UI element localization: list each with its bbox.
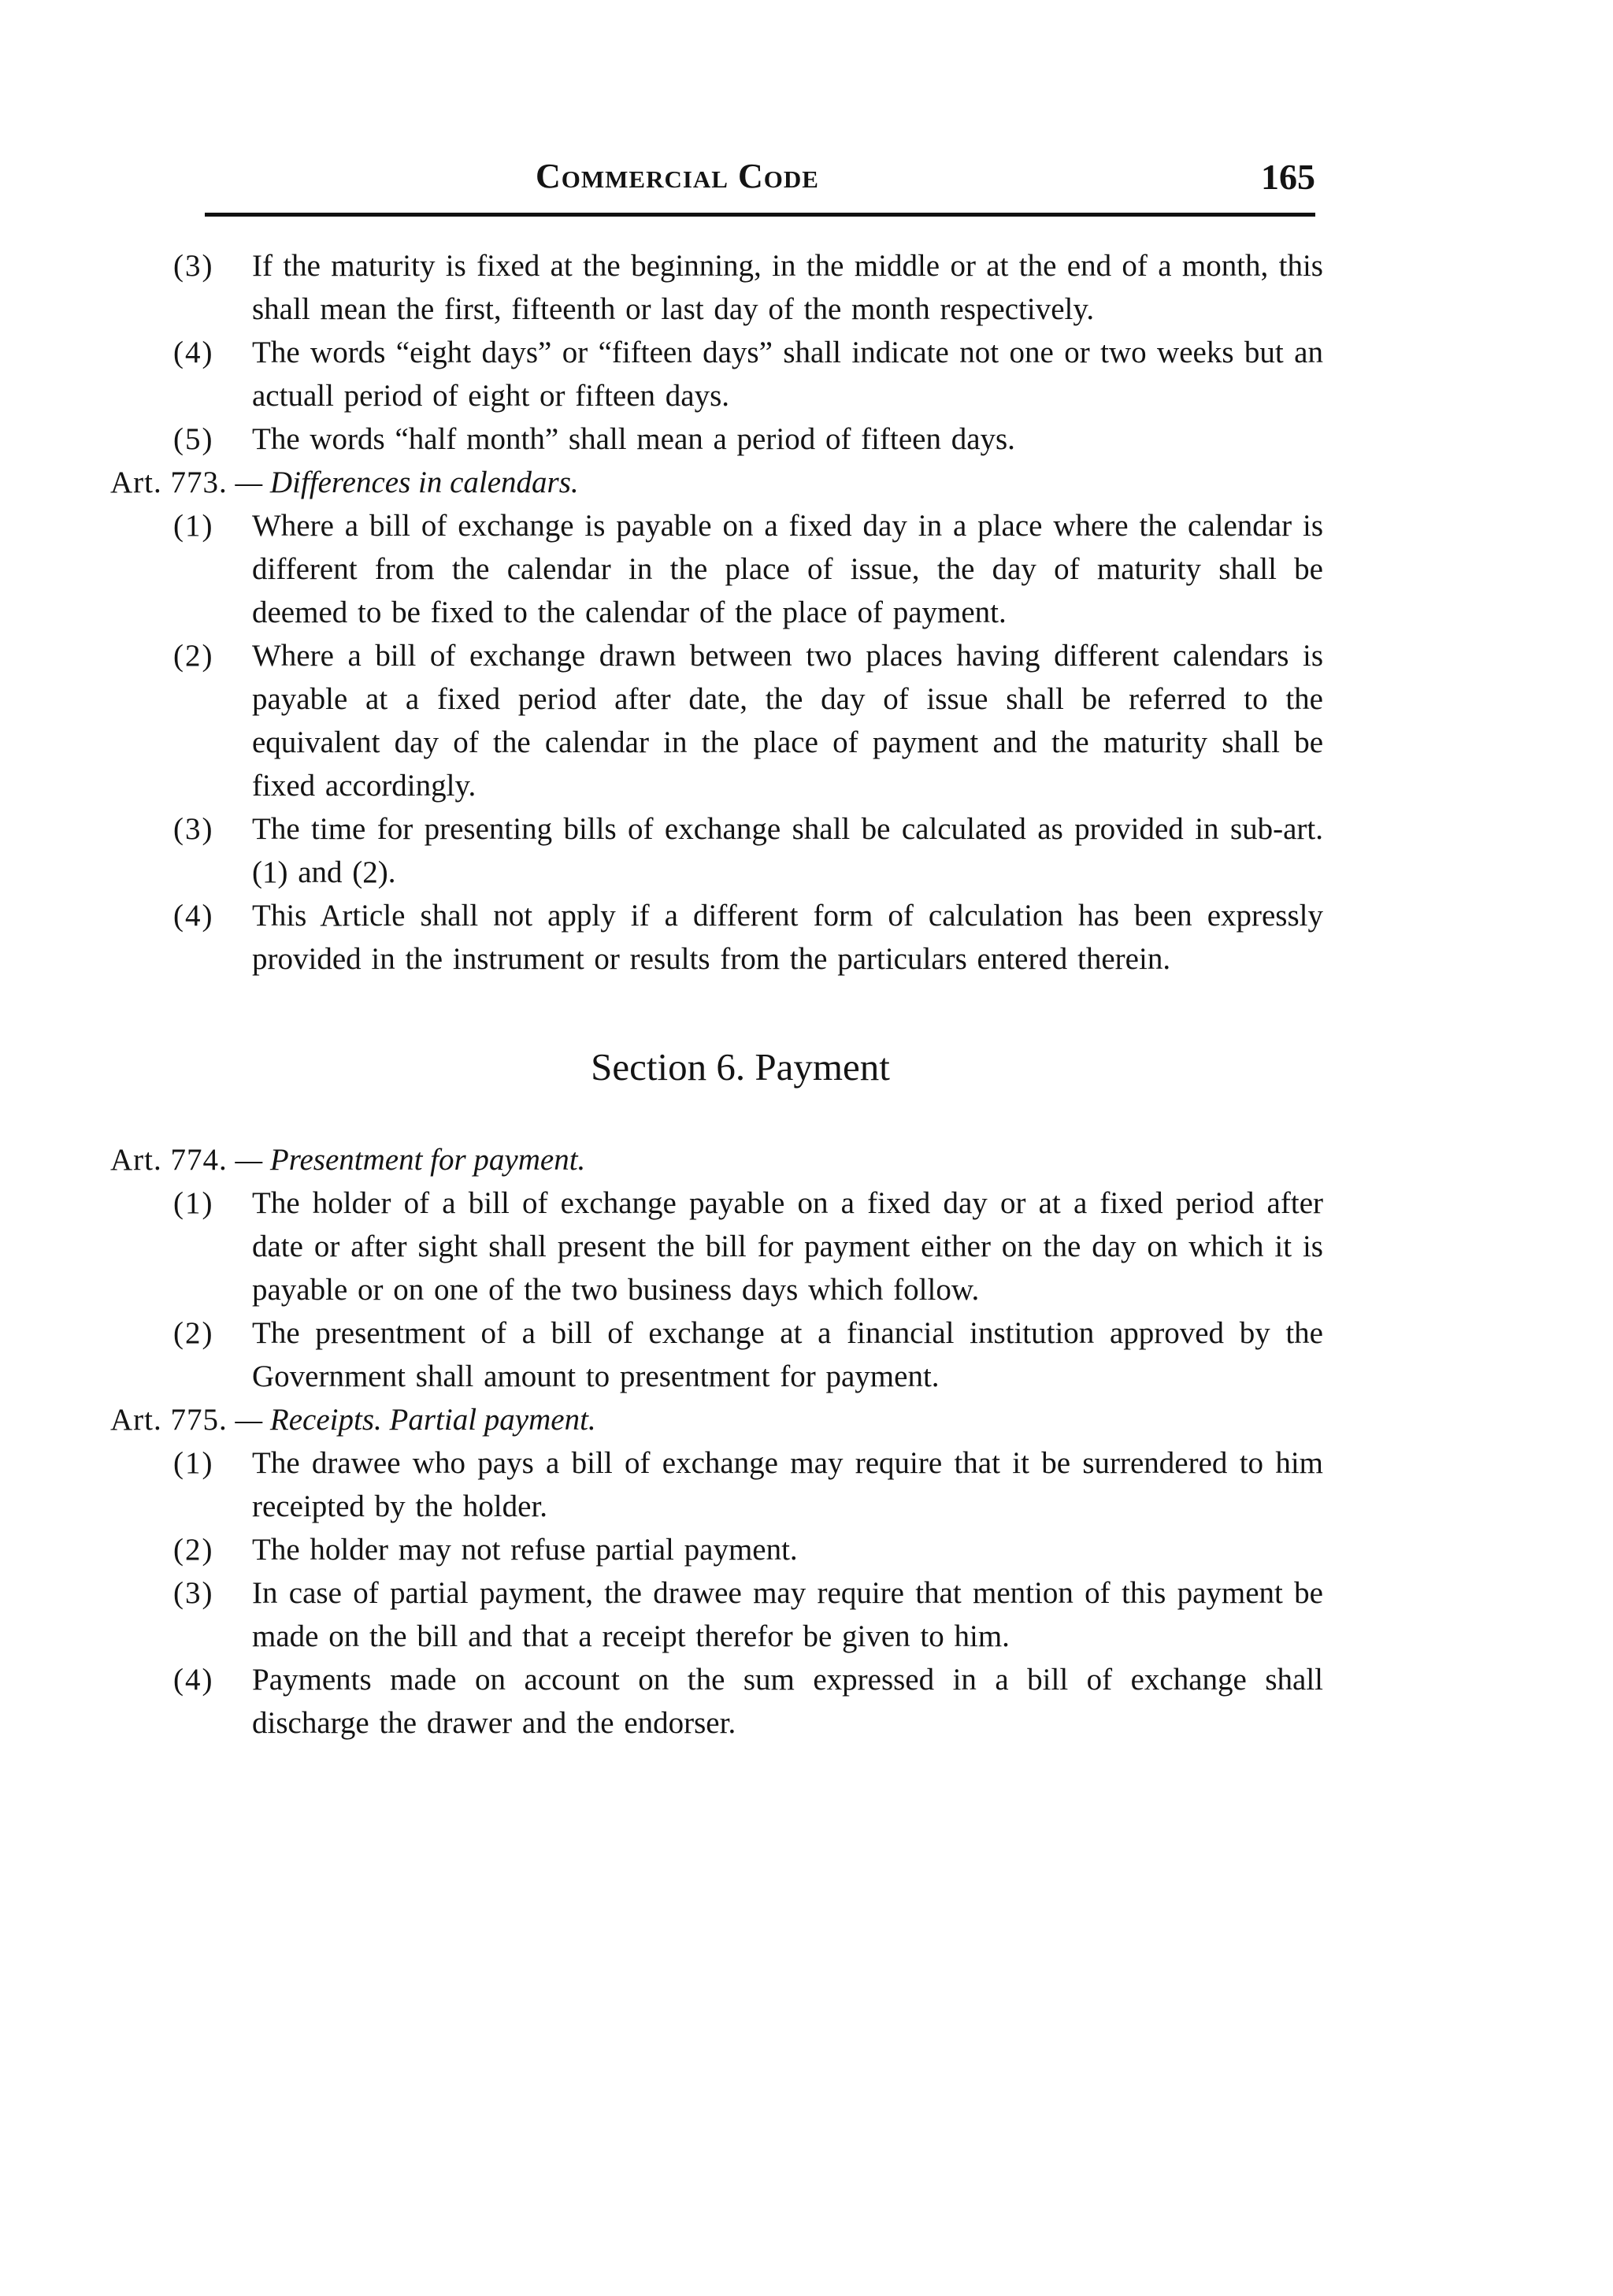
- running-head: [95, 156, 1315, 206]
- sub-article-number: (4): [173, 1663, 214, 1697]
- body-text: [110, 244, 1323, 1745]
- sub-article-text: Payments made on account on the sum expressed in a bill of exchange shall discharge the drawer and the endorser.: [252, 1663, 1323, 1740]
- article-heading: [110, 1138, 1323, 1181]
- article-number: Art. 775.: [110, 1403, 228, 1437]
- sub-article: [110, 1311, 1323, 1398]
- article-772-continuation: [110, 244, 1323, 461]
- article-775: [110, 1398, 1323, 1745]
- article-heading: [110, 1398, 1323, 1441]
- sub-article-text: The words “half month” shall mean a period of fifteen days.: [252, 422, 1015, 456]
- sub-article: [110, 244, 1323, 331]
- sub-article-number: (3): [173, 812, 214, 846]
- sub-article: [110, 1181, 1323, 1311]
- sub-article: [110, 1658, 1323, 1745]
- article-774: [110, 1138, 1323, 1398]
- article-title: — Differences in calendars.: [235, 466, 579, 499]
- sub-article-text: The time for presenting bills of exchange shall be calculated as provided in sub-art. (1) and (2).: [252, 812, 1323, 889]
- sub-article-number: (3): [173, 1576, 214, 1610]
- sub-article-text: This Article shall not apply if a different form of calculation has been expressly provided in the instrument or results from the particulars entered therein.: [252, 899, 1323, 976]
- sub-article: [110, 807, 1323, 894]
- article-number: Art. 774.: [110, 1143, 228, 1177]
- article-773: [110, 461, 1323, 981]
- sub-article-number: (1): [173, 1446, 214, 1480]
- sub-article-number: (5): [173, 422, 214, 456]
- section-title: Section 6. Payment: [591, 1045, 890, 1089]
- running-title: Commercial Code: [536, 157, 819, 195]
- sub-article: [110, 1528, 1323, 1571]
- article-title: — Receipts. Partial payment.: [235, 1403, 596, 1437]
- article-heading: [110, 461, 1323, 504]
- sub-article-text: The holder of a bill of exchange payable on a fixed day or at a fixed period after date or after sight shall present the bill for payment either on the day on which it is payable or on one of the two business days which follow.: [252, 1186, 1323, 1307]
- sub-article-number: (2): [173, 1316, 214, 1350]
- sub-article-text: In case of partial payment, the drawee may require that mention of this payment be made on the bill and that a receipt therefor be given to him.: [252, 1576, 1323, 1653]
- article-number: Art. 773.: [110, 466, 228, 499]
- article-title: — Presentment for payment.: [235, 1143, 586, 1177]
- sub-article: [110, 331, 1323, 417]
- sub-article-text: Where a bill of exchange drawn between two places having different calendars is payable at a fixed period after date, the day of issue shall be referred to the equivalent day of the calendar in the place of payment and the maturity shall be fixed accordingly.: [252, 639, 1323, 803]
- sub-article: [110, 1571, 1323, 1658]
- sub-article-text: If the maturity is fixed at the beginning, in the middle or at the end of a month, this shall mean the first, fifteenth or last day of the month respectively.: [252, 249, 1323, 326]
- sub-article: [110, 417, 1323, 461]
- sub-article-text: Where a bill of exchange is payable on a fixed day in a place where the calendar is different from the calendar in the place of issue, the day of maturity shall be deemed to be fixed to the calendar of the place of payment.: [252, 509, 1323, 629]
- sub-article-number: (1): [173, 509, 214, 543]
- sub-article-text: The words “eight days” or “fifteen days” shall indicate not one or two weeks but an actuall period of eight or fifteen days.: [252, 336, 1323, 413]
- sub-article-number: (1): [173, 1186, 214, 1220]
- sub-article: [110, 1441, 1323, 1528]
- sub-article-number: (4): [173, 336, 214, 369]
- sub-article-text: The presentment of a bill of exchange at a financial institution approved by the Government shall amount to presentment for payment.: [252, 1316, 1323, 1393]
- sub-article: [110, 634, 1323, 807]
- sub-article-number: (3): [173, 249, 214, 283]
- sub-article-number: (2): [173, 1533, 214, 1567]
- header-rule: [205, 213, 1315, 217]
- sub-article-text: The holder may not refuse partial payment.: [252, 1533, 798, 1567]
- sub-article-number: (4): [173, 899, 214, 933]
- sub-article: [110, 504, 1323, 634]
- sub-article-text: The drawee who pays a bill of exchange may require that it be surrendered to him receipted by the holder.: [252, 1446, 1323, 1523]
- sub-article: [110, 894, 1323, 981]
- sub-article-number: (2): [173, 639, 214, 673]
- page-number: 165: [1261, 157, 1315, 197]
